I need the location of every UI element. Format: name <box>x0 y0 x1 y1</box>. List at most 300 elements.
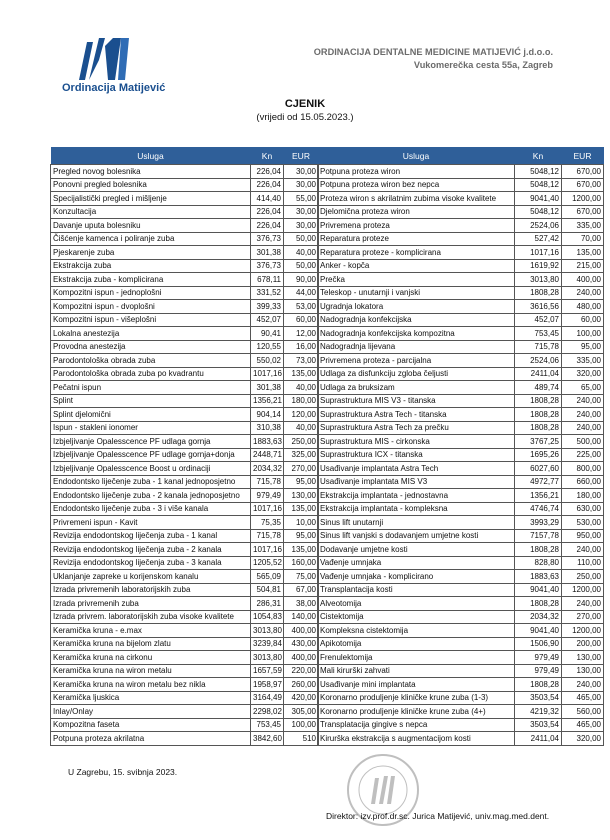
price-eur-cell: 260,00 <box>284 678 319 692</box>
price-eur-cell: 130,00 <box>562 651 604 665</box>
table-row <box>51 165 319 179</box>
price-eur-cell: 130,00 <box>284 489 319 503</box>
table-row <box>51 327 319 341</box>
price-eur-cell: 630,00 <box>562 502 604 516</box>
price-kn-cell: 3993,29 <box>515 516 562 530</box>
price-eur-cell: 1200,00 <box>562 192 604 206</box>
price-kn-cell: 753,45 <box>251 718 284 732</box>
price-eur-cell: 400,00 <box>562 273 604 287</box>
price-kn-cell: 489,74 <box>515 381 562 395</box>
price-eur-cell: 135,00 <box>284 543 319 557</box>
table-row <box>51 556 319 570</box>
service-cell: Izrada privremenih zuba <box>51 597 251 611</box>
table-row <box>318 408 604 422</box>
service-cell: Keramička kruna na wiron metalu <box>51 664 251 678</box>
table-row <box>318 570 604 584</box>
table-row <box>318 435 604 449</box>
service-cell: Cistektomija <box>318 610 515 624</box>
service-cell: Izrada privrem. laboratorijskih zuba visoke kvalitete <box>51 610 251 624</box>
price-eur-cell: 160,00 <box>284 556 319 570</box>
service-cell: Transplatacija gingive s nepca <box>318 718 515 732</box>
price-eur-cell: 135,00 <box>284 367 319 381</box>
service-cell: Endodontsko liječenje zuba - 1 kanal jednoposjetno <box>51 475 251 489</box>
table-row <box>51 300 319 314</box>
service-cell: Pečatni ispun <box>51 381 251 395</box>
service-cell: Udlaga za bruksizam <box>318 381 515 395</box>
price-eur-cell: 215,00 <box>562 259 604 273</box>
table-row <box>318 718 604 732</box>
price-kn-cell: 504,81 <box>251 583 284 597</box>
table-row <box>318 354 604 368</box>
price-eur-cell: 95,00 <box>284 529 319 543</box>
service-cell: Keramička ljuskica <box>51 691 251 705</box>
price-eur-cell: 40,00 <box>284 381 319 395</box>
price-eur-cell: 120,00 <box>284 408 319 422</box>
price-kn-cell: 90,41 <box>251 327 284 341</box>
table-row <box>51 462 319 476</box>
price-eur-cell: 670,00 <box>562 205 604 219</box>
table-row <box>318 624 604 638</box>
clinic-address: Vukomerečka cesta 55a, Zagreb <box>413 60 553 70</box>
director-signature-line: Direktor: izv.prof.dr.sc. Jurica Matijević, univ.mag.med.dent. <box>326 811 550 821</box>
price-kn-cell: 310,38 <box>251 421 284 435</box>
service-cell: Nadogradnja konfekcijska kompozitna <box>318 327 515 341</box>
service-cell: Provodna anestezija <box>51 340 251 354</box>
price-kn-cell: 1883,63 <box>251 435 284 449</box>
price-eur-cell: 240,00 <box>562 421 604 435</box>
service-cell: Revizija endodontskog liječenja zuba - 1 kanal <box>51 529 251 543</box>
table-row <box>318 597 604 611</box>
price-kn-cell: 3013,80 <box>515 273 562 287</box>
table-row <box>318 246 604 260</box>
table-row <box>318 178 604 192</box>
price-kn-cell: 3616,56 <box>515 300 562 314</box>
service-cell: Suprastruktura Astra Tech za prečku <box>318 421 515 435</box>
service-cell: Proteza wiron s akrilatnim zubima visoke kvalitete <box>318 192 515 206</box>
price-eur-cell: 270,00 <box>284 462 319 476</box>
price-kn-cell: 1054,83 <box>251 610 284 624</box>
table-row <box>51 286 319 300</box>
column-header-eur: EUR <box>562 147 604 165</box>
price-eur-cell: 320,00 <box>562 732 604 746</box>
price-eur-cell: 500,00 <box>562 435 604 449</box>
price-kn-cell: 715,78 <box>515 340 562 354</box>
price-kn-cell: 715,78 <box>251 529 284 543</box>
service-cell: Djelomična proteza wiron <box>318 205 515 219</box>
price-eur-cell: 250,00 <box>284 435 319 449</box>
table-row <box>318 367 604 381</box>
price-eur-cell: 465,00 <box>562 691 604 705</box>
price-eur-cell: 325,00 <box>284 448 319 462</box>
table-row <box>318 610 604 624</box>
service-cell: Usađivanje implantata Astra Tech <box>318 462 515 476</box>
price-eur-cell: 65,00 <box>562 381 604 395</box>
table-row <box>318 664 604 678</box>
price-kn-cell: 1883,63 <box>515 570 562 584</box>
price-eur-cell: 70,00 <box>562 232 604 246</box>
service-cell: Izbjeljivanje Opalesscence Boost u ordinaciji <box>51 462 251 476</box>
service-cell: Inlay/Onlay <box>51 705 251 719</box>
price-kn-cell: 4746,74 <box>515 502 562 516</box>
service-cell: Apikotomija <box>318 637 515 651</box>
service-cell: Splint djelomični <box>51 408 251 422</box>
price-eur-cell: 240,00 <box>562 597 604 611</box>
table-row <box>318 205 604 219</box>
service-cell: Izbjeljivanje Opalesscence PF udlaga gornja <box>51 435 251 449</box>
service-cell: Usađivanje mini implantata <box>318 678 515 692</box>
price-kn-cell: 4219,32 <box>515 705 562 719</box>
table-row <box>318 475 604 489</box>
service-cell: Ekstrakcija implantata - kompleksna <box>318 502 515 516</box>
column-header-eur: EUR <box>284 147 319 165</box>
service-cell: Ekstrakcija zuba - komplicirana <box>51 273 251 287</box>
service-cell: Teleskop - unutarnji i vanjski <box>318 286 515 300</box>
table-row <box>318 340 604 354</box>
service-cell: Suprastruktura Astra Tech - titanska <box>318 408 515 422</box>
price-kn-cell: 904,14 <box>251 408 284 422</box>
price-eur-cell: 135,00 <box>562 246 604 260</box>
table-row <box>51 273 319 287</box>
price-eur-cell: 335,00 <box>562 219 604 233</box>
price-kn-cell: 331,52 <box>251 286 284 300</box>
service-cell: Transplantacija kosti <box>318 583 515 597</box>
price-kn-cell: 1808,28 <box>515 408 562 422</box>
table-row <box>318 516 604 530</box>
service-cell: Kompozitna faseta <box>51 718 251 732</box>
service-cell: Ekstrakcija implantata - jednostavna <box>318 489 515 503</box>
table-row <box>51 583 319 597</box>
price-eur-cell: 400,00 <box>284 624 319 638</box>
price-kn-cell: 1356,21 <box>251 394 284 408</box>
price-kn-cell: 5048,12 <box>515 165 562 179</box>
price-kn-cell: 6027,60 <box>515 462 562 476</box>
service-cell: Ekstrakcija zuba <box>51 259 251 273</box>
price-kn-cell: 9041,40 <box>515 624 562 638</box>
service-cell: Konzultacija <box>51 205 251 219</box>
service-cell: Potpuna proteza wiron <box>318 165 515 179</box>
table-row <box>318 421 604 435</box>
price-eur-cell: 510 <box>284 732 319 746</box>
table-row <box>51 246 319 260</box>
page-title: CJENIK <box>284 98 326 110</box>
clinic-logo <box>58 36 166 94</box>
price-eur-cell: 420,00 <box>284 691 319 705</box>
table-row <box>51 367 319 381</box>
table-row <box>51 732 319 746</box>
price-kn-cell: 2034,32 <box>251 462 284 476</box>
service-cell: Nadogradnja lijevana <box>318 340 515 354</box>
price-kn-cell: 376,73 <box>251 259 284 273</box>
price-eur-cell: 240,00 <box>562 678 604 692</box>
service-cell: Udlaga za disfunkciju zgloba čeljusti <box>318 367 515 381</box>
price-eur-cell: 55,00 <box>284 192 319 206</box>
service-cell: Keramička kruna na bijelom zlatu <box>51 637 251 651</box>
price-eur-cell: 10,00 <box>284 516 319 530</box>
service-cell: Revizija endodontskog liječenja zuba - 2 kanala <box>51 543 251 557</box>
price-table-left <box>50 147 319 746</box>
price-kn-cell: 715,78 <box>251 475 284 489</box>
price-kn-cell: 286,31 <box>251 597 284 611</box>
price-kn-cell: 1017,16 <box>251 502 284 516</box>
service-cell: Vađenje umnjaka <box>318 556 515 570</box>
price-kn-cell: 979,49 <box>515 651 562 665</box>
price-kn-cell: 678,11 <box>251 273 284 287</box>
table-row <box>318 192 604 206</box>
table-row <box>318 678 604 692</box>
price-kn-cell: 2034,32 <box>515 610 562 624</box>
service-cell: Kompozitni ispun - višeplošni <box>51 313 251 327</box>
price-kn-cell: 979,49 <box>251 489 284 503</box>
table-row <box>318 259 604 273</box>
service-cell: Potpuna proteza wiron bez nepca <box>318 178 515 192</box>
price-eur-cell: 305,00 <box>284 705 319 719</box>
service-cell: Parodontološka obrada zuba <box>51 354 251 368</box>
table-row <box>318 556 604 570</box>
price-eur-cell: 140,00 <box>284 610 319 624</box>
price-eur-cell: 180,00 <box>562 489 604 503</box>
price-eur-cell: 110,00 <box>562 556 604 570</box>
price-eur-cell: 44,00 <box>284 286 319 300</box>
table-row <box>51 529 319 543</box>
price-kn-cell: 452,07 <box>515 313 562 327</box>
table-row <box>318 165 604 179</box>
price-kn-cell: 4972,77 <box>515 475 562 489</box>
table-row <box>318 313 604 327</box>
price-eur-cell: 100,00 <box>562 327 604 341</box>
price-kn-cell: 565,09 <box>251 570 284 584</box>
table-row <box>51 637 319 651</box>
price-kn-cell: 226,04 <box>251 205 284 219</box>
table-row <box>51 408 319 422</box>
table-row <box>51 516 319 530</box>
price-eur-cell: 38,00 <box>284 597 319 611</box>
service-cell: Keramička kruna na wiron metalu bez nikla <box>51 678 251 692</box>
price-eur-cell: 200,00 <box>562 637 604 651</box>
price-kn-cell: 979,49 <box>515 664 562 678</box>
table-row <box>51 651 319 665</box>
price-kn-cell: 452,07 <box>251 313 284 327</box>
price-eur-cell: 95,00 <box>284 475 319 489</box>
table-row <box>318 732 604 746</box>
price-eur-cell: 73,00 <box>284 354 319 368</box>
price-eur-cell: 465,00 <box>562 718 604 732</box>
page-subtitle: (vrijedi od 15.05.2023.) <box>256 112 354 123</box>
price-eur-cell: 30,00 <box>284 178 319 192</box>
price-eur-cell: 660,00 <box>562 475 604 489</box>
table-row <box>51 502 319 516</box>
table-row <box>51 705 319 719</box>
table-row <box>318 232 604 246</box>
service-cell: Izrada privremenih laboratorijskih zuba <box>51 583 251 597</box>
price-kn-cell: 5048,12 <box>515 205 562 219</box>
table-row <box>318 489 604 503</box>
price-eur-cell: 800,00 <box>562 462 604 476</box>
service-cell: Kirurška ekstrakcija s augmentacijom kosti <box>318 732 515 746</box>
price-kn-cell: 1808,28 <box>515 421 562 435</box>
table-row <box>318 502 604 516</box>
price-eur-cell: 320,00 <box>562 367 604 381</box>
price-kn-cell: 753,45 <box>515 327 562 341</box>
price-eur-cell: 50,00 <box>284 232 319 246</box>
price-kn-cell: 1619,92 <box>515 259 562 273</box>
price-eur-cell: 75,00 <box>284 570 319 584</box>
logo-m-icon <box>75 36 133 80</box>
price-kn-cell: 301,38 <box>251 381 284 395</box>
service-cell: Suprastruktura MIS V3 - titanska <box>318 394 515 408</box>
service-cell: Kompleksna cistektomija <box>318 624 515 638</box>
service-cell: Ponovni pregled bolesnika <box>51 178 251 192</box>
table-row <box>318 705 604 719</box>
column-header-service: Usluga <box>318 147 515 165</box>
price-kn-cell: 376,73 <box>251 232 284 246</box>
price-kn-cell: 3013,80 <box>251 624 284 638</box>
table-row <box>318 691 604 705</box>
price-eur-cell: 30,00 <box>284 165 319 179</box>
price-eur-cell: 16,00 <box>284 340 319 354</box>
service-cell: Suprastruktura ICX - titanska <box>318 448 515 462</box>
service-cell: Dodavanje umjetne kosti <box>318 543 515 557</box>
service-cell: Čišćenje kamenca i poliranje zuba <box>51 232 251 246</box>
service-cell: Parodontološka obrada zuba po kvadrantu <box>51 367 251 381</box>
price-kn-cell: 226,04 <box>251 178 284 192</box>
price-kn-cell: 75,35 <box>251 516 284 530</box>
price-eur-cell: 1200,00 <box>562 624 604 638</box>
price-kn-cell: 1506,90 <box>515 637 562 651</box>
price-eur-cell: 400,00 <box>284 651 319 665</box>
price-eur-cell: 60,00 <box>284 313 319 327</box>
price-kn-cell: 226,04 <box>251 219 284 233</box>
price-kn-cell: 2448,71 <box>251 448 284 462</box>
service-cell: Vađenje umnjaka - komplicirano <box>318 570 515 584</box>
price-kn-cell: 3842,60 <box>251 732 284 746</box>
price-eur-cell: 90,00 <box>284 273 319 287</box>
service-cell: Uklanjanje zapreke u korijenskom kanalu <box>51 570 251 584</box>
price-eur-cell: 180,00 <box>284 394 319 408</box>
price-kn-cell: 1017,16 <box>515 246 562 260</box>
table-row <box>51 178 319 192</box>
price-kn-cell: 5048,12 <box>515 178 562 192</box>
price-eur-cell: 30,00 <box>284 219 319 233</box>
service-cell: Anker - kopča <box>318 259 515 273</box>
table-row <box>51 381 319 395</box>
service-cell: Prečka <box>318 273 515 287</box>
service-cell: Davanje uputa bolesniku <box>51 219 251 233</box>
price-kn-cell: 226,04 <box>251 165 284 179</box>
price-eur-cell: 95,00 <box>562 340 604 354</box>
table-row <box>318 543 604 557</box>
table-row <box>51 597 319 611</box>
price-kn-cell: 414,40 <box>251 192 284 206</box>
price-kn-cell: 3164,49 <box>251 691 284 705</box>
price-eur-cell: 240,00 <box>562 286 604 300</box>
price-kn-cell: 1356,21 <box>515 489 562 503</box>
price-kn-cell: 1017,16 <box>251 543 284 557</box>
price-kn-cell: 2524,06 <box>515 219 562 233</box>
service-cell: Alveotomija <box>318 597 515 611</box>
price-eur-cell: 1200,00 <box>562 583 604 597</box>
service-cell: Revizija endodontskog liječenja zuba - 3 kanala <box>51 556 251 570</box>
price-kn-cell: 527,42 <box>515 232 562 246</box>
table-row <box>51 205 319 219</box>
table-row <box>51 313 319 327</box>
price-kn-cell: 828,80 <box>515 556 562 570</box>
price-kn-cell: 550,02 <box>251 354 284 368</box>
price-kn-cell: 1958,97 <box>251 678 284 692</box>
service-cell: Lokalna anestezija <box>51 327 251 341</box>
price-kn-cell: 3503,54 <box>515 718 562 732</box>
price-eur-cell: 240,00 <box>562 543 604 557</box>
price-kn-cell: 120,55 <box>251 340 284 354</box>
price-eur-cell: 560,00 <box>562 705 604 719</box>
table-row <box>318 327 604 341</box>
service-cell: Potpuna proteza akrilatna <box>51 732 251 746</box>
price-kn-cell: 2411,04 <box>515 732 562 746</box>
price-eur-cell: 270,00 <box>562 610 604 624</box>
price-table-right <box>317 147 604 746</box>
price-kn-cell: 3503,54 <box>515 691 562 705</box>
price-eur-cell: 430,00 <box>284 637 319 651</box>
service-cell: Splint <box>51 394 251 408</box>
table-row <box>51 489 319 503</box>
price-eur-cell: 530,00 <box>562 516 604 530</box>
price-kn-cell: 2524,06 <box>515 354 562 368</box>
table-row <box>51 192 319 206</box>
table-row <box>51 678 319 692</box>
table-row <box>51 718 319 732</box>
price-eur-cell: 67,00 <box>284 583 319 597</box>
table-row <box>51 421 319 435</box>
service-cell: Izbjeljivanje Opalesscence PF udlage gornja+donja <box>51 448 251 462</box>
price-eur-cell: 240,00 <box>562 394 604 408</box>
table-row <box>318 219 604 233</box>
table-row <box>51 394 319 408</box>
table-row <box>318 583 604 597</box>
service-cell: Suprastruktura MIS - cirkonska <box>318 435 515 449</box>
price-eur-cell: 40,00 <box>284 246 319 260</box>
table-row <box>318 300 604 314</box>
price-kn-cell: 1808,28 <box>515 394 562 408</box>
price-eur-cell: 30,00 <box>284 205 319 219</box>
price-eur-cell: 250,00 <box>562 570 604 584</box>
price-kn-cell: 1808,28 <box>515 597 562 611</box>
price-kn-cell: 1657,59 <box>251 664 284 678</box>
price-kn-cell: 1017,16 <box>251 367 284 381</box>
price-eur-cell: 50,00 <box>284 259 319 273</box>
price-eur-cell: 950,00 <box>562 529 604 543</box>
service-cell: Reparatura proteze <box>318 232 515 246</box>
service-cell: Specijalistički pregled i mišljenje <box>51 192 251 206</box>
table-row <box>51 354 319 368</box>
service-cell: Privremena proteza <box>318 219 515 233</box>
table-row <box>51 691 319 705</box>
service-cell: Endodontsko liječenje zuba - 3 i više kanala <box>51 502 251 516</box>
table-row <box>51 664 319 678</box>
table-row <box>318 286 604 300</box>
service-cell: Reparatura proteze - komplicirana <box>318 246 515 260</box>
clinic-info <box>314 46 553 72</box>
price-eur-cell: 53,00 <box>284 300 319 314</box>
service-cell: Koronarno produljenje kliničke krune zuba (4+) <box>318 705 515 719</box>
service-cell: Keramička kruna na cirkonu <box>51 651 251 665</box>
service-cell: Sinus lift unutarnji <box>318 516 515 530</box>
price-eur-cell: 670,00 <box>562 178 604 192</box>
service-cell: Frenulektomija <box>318 651 515 665</box>
service-cell: Endodontsko liječenje zuba - 2 kanala jednoposjetno <box>51 489 251 503</box>
table-row <box>318 448 604 462</box>
service-cell: Kompozitni ispun - dvoplošni <box>51 300 251 314</box>
price-eur-cell: 240,00 <box>562 408 604 422</box>
price-eur-cell: 225,00 <box>562 448 604 462</box>
